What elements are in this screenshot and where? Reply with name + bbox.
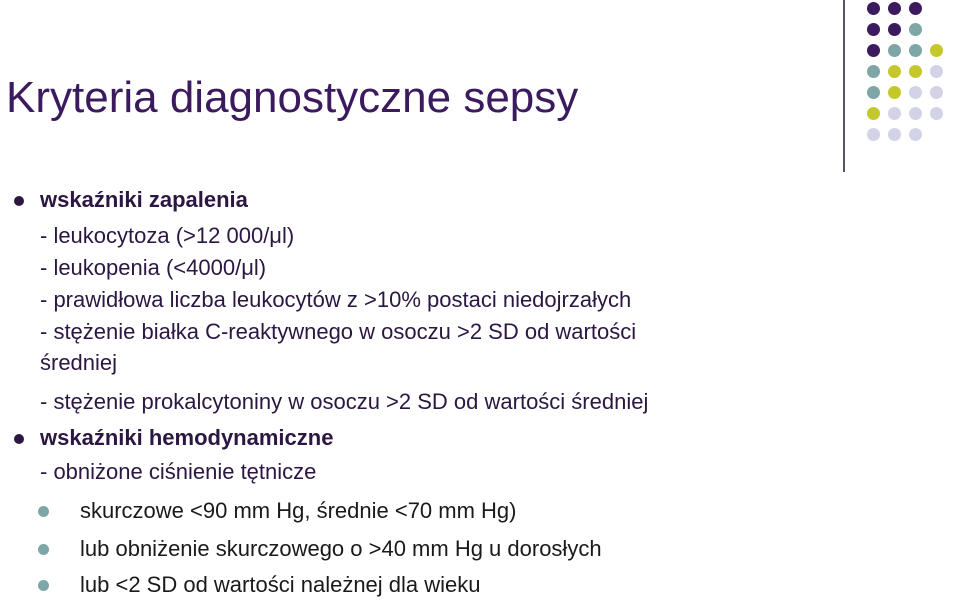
decorative-dot	[930, 86, 943, 99]
decorative-dot	[888, 44, 901, 57]
bullet-text: wskaźniki zapalenia	[40, 187, 248, 212]
slide-title: Kryteria diagnostyczne sepsy	[6, 73, 579, 122]
sub-bullet-systolic	[80, 500, 517, 522]
text-immature-leukocytes: - prawidłowa liczba leukocytów z >10% postaci niedojrzałych	[40, 287, 632, 312]
bullet-dot-icon	[14, 434, 24, 444]
text-crp: - stężenie białka C-reaktywnego w osoczu >2 SD od wartości	[40, 319, 637, 344]
text-leukocytosis: - leukocytoza (>12 000/μl)	[40, 223, 295, 248]
sub-bullet-text: lub obniżenie skurczowego o >40 mm Hg u dorosłych	[80, 536, 602, 561]
decorative-dot	[909, 65, 922, 78]
decorative-dot	[909, 107, 922, 120]
decorative-dot	[867, 65, 880, 78]
text-crp-continued: średniej	[40, 350, 118, 375]
decorative-dot	[867, 107, 880, 120]
decorative-dot	[867, 86, 880, 99]
sub-bullet-dot-icon	[38, 506, 49, 517]
bullet-inflammation-markers	[40, 189, 248, 211]
sub-bullet-text: lub <2 SD od wartości należnej dla wieku	[80, 572, 481, 597]
text-leukopenia: - leukopenia (<4000/μl)	[40, 255, 267, 280]
bullet-text: wskaźniki hemodynamiczne	[40, 425, 334, 450]
text-procalcitonin: - stężenie prokalcytoniny w osoczu >2 SD od wartości średniej	[40, 389, 649, 414]
vertical-divider	[843, 0, 845, 172]
decorative-dot	[867, 2, 880, 15]
sub-bullet-systolic-drop	[80, 538, 602, 560]
sub-bullet-age-norm	[80, 574, 481, 596]
decorative-dot	[888, 23, 901, 36]
decorative-dot	[888, 86, 901, 99]
decorative-dot	[888, 107, 901, 120]
decorative-dot	[930, 44, 943, 57]
decorative-dot	[909, 2, 922, 15]
decorative-dot	[909, 86, 922, 99]
sub-bullet-dot-icon	[38, 580, 49, 591]
decorative-dot	[930, 65, 943, 78]
decorative-dot	[888, 128, 901, 141]
decorative-dot	[867, 128, 880, 141]
bullet-dot-icon	[14, 196, 24, 206]
text-low-blood-pressure: - obniżone ciśnienie tętnicze	[40, 459, 317, 484]
decorative-dot	[909, 44, 922, 57]
decorative-dot	[909, 128, 922, 141]
decorative-dot	[867, 23, 880, 36]
decorative-dot	[888, 65, 901, 78]
decorative-dot	[909, 23, 922, 36]
sub-bullet-text: skurczowe <90 mm Hg, średnie <70 mm Hg)	[80, 498, 517, 523]
decorative-dot	[867, 44, 880, 57]
decorative-dot	[930, 107, 943, 120]
decorative-dot	[888, 2, 901, 15]
sub-bullet-dot-icon	[38, 544, 49, 555]
bullet-hemodynamic-markers	[40, 427, 333, 449]
